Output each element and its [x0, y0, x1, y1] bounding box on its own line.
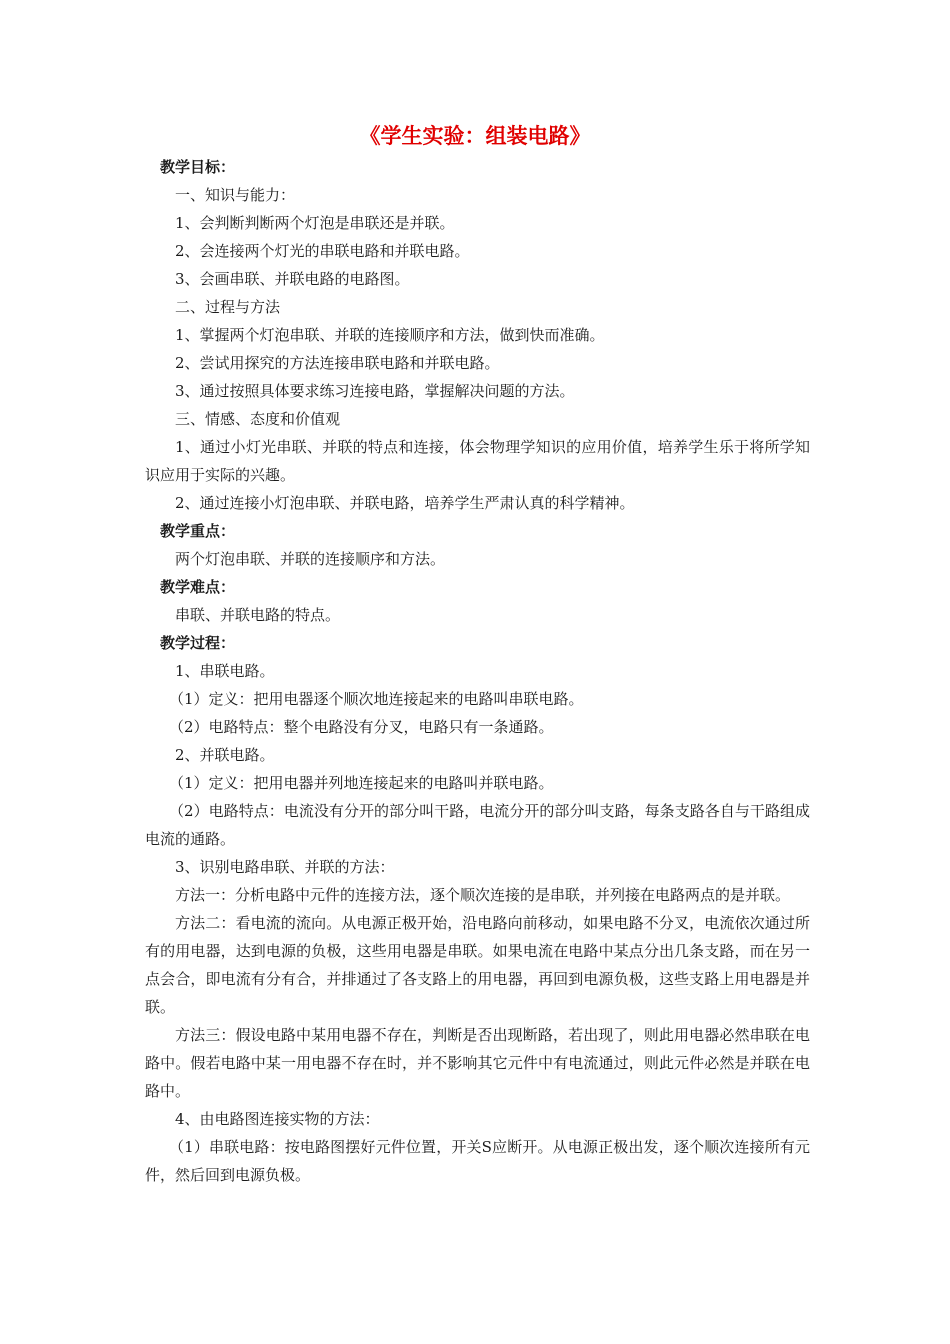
text-line: 2、通过连接小灯泡串联、并联电路，培养学生严肃认真的科学精神。 [175, 494, 635, 512]
text-line: 三、情感、态度和价值观 [175, 410, 341, 428]
text-line: 1、串联电路。 [175, 662, 275, 680]
paragraph: 方法二：看电流的流向。从电源正极开始，沿电路向前移动，如果电路不分叉，电流依次通过所有的用电器，达到电源的负极，这些用电器是串联。如果电流在电路中某点分出几条支路，而在另一点会合，即电流有分有合，并排通过了各支路上的用电器，再回到电源负极，这些支路上用电器是并联。 [145, 914, 810, 1016]
section-heading: 教学难点： [160, 578, 236, 596]
text-line: 2、尝试用探究的方法连接串联电路和并联电路。 [175, 354, 500, 372]
text-line: 2、会连接两个灯光的串联电路和并联电路。 [175, 242, 470, 260]
paragraph: 方法一：分析电路中元件的连接方法，逐个顺次连接的是串联，并列接在电路两点的是并联。 [175, 886, 791, 904]
text-line: 1、会判断判断两个灯泡是串联还是并联。 [175, 214, 455, 232]
text-line: 一、知识与能力： [175, 186, 296, 204]
text-line: 3、会画串联、并联电路的电路图。 [175, 270, 410, 288]
paragraph: 方法三：假设电路中某用电器不存在，判断是否出现断路，若出现了，则此用电器必然串联在电路中。假若电路中某一用电器不存在时，并不影响其它元件中有电流通过，则此元件必然是并联在电路中。 [145, 1026, 810, 1100]
text-line: 1、掌握两个灯泡串联、并联的连接顺序和方法，做到快而准确。 [175, 326, 605, 344]
text-line: 3、识别电路串联、并联的方法： [175, 858, 395, 876]
document-title: 《学生实验：组装电路》 [359, 124, 591, 148]
document-body [145, 153, 810, 1189]
sub-item: （2）电路特点：整个电路没有分叉，电路只有一条通路。 [169, 718, 554, 736]
text-line: 2、并联电路。 [175, 746, 275, 764]
text-line: 4、由电路图连接实物的方法： [175, 1110, 380, 1128]
paragraph: 1、通过小灯光串联、并联的特点和连接，体会物理学知识的应用价值，培养学生乐于将所学知识应用于实际的兴趣。 [145, 438, 810, 484]
section-heading: 教学过程： [160, 634, 236, 652]
sub-paragraph: （1）串联电路：按电路图摆好元件位置，开关S应断开。从电源正极出发，逐个顺次连接所有元件，然后回到电源负极。 [145, 1138, 810, 1184]
sub-item: （1）定义：把用电器逐个顺次地连接起来的电路叫串联电路。 [169, 690, 584, 708]
text-line: 串联、并联电路的特点。 [175, 606, 341, 624]
sub-paragraph: （2）电路特点：电流没有分开的部分叫干路，电流分开的部分叫支路，每条支路各自与干路组成电流的通路。 [145, 802, 810, 848]
text-line: 3、通过按照具体要求练习连接电路，掌握解决问题的方法。 [175, 382, 575, 400]
section-heading: 教学重点： [160, 522, 236, 540]
sub-item: （1）定义：把用电器并列地连接起来的电路叫并联电路。 [169, 774, 554, 792]
text-line: 两个灯泡串联、并联的连接顺序和方法。 [175, 550, 446, 568]
section-heading: 教学目标： [160, 158, 236, 176]
text-line: 二、过程与方法 [175, 298, 281, 316]
